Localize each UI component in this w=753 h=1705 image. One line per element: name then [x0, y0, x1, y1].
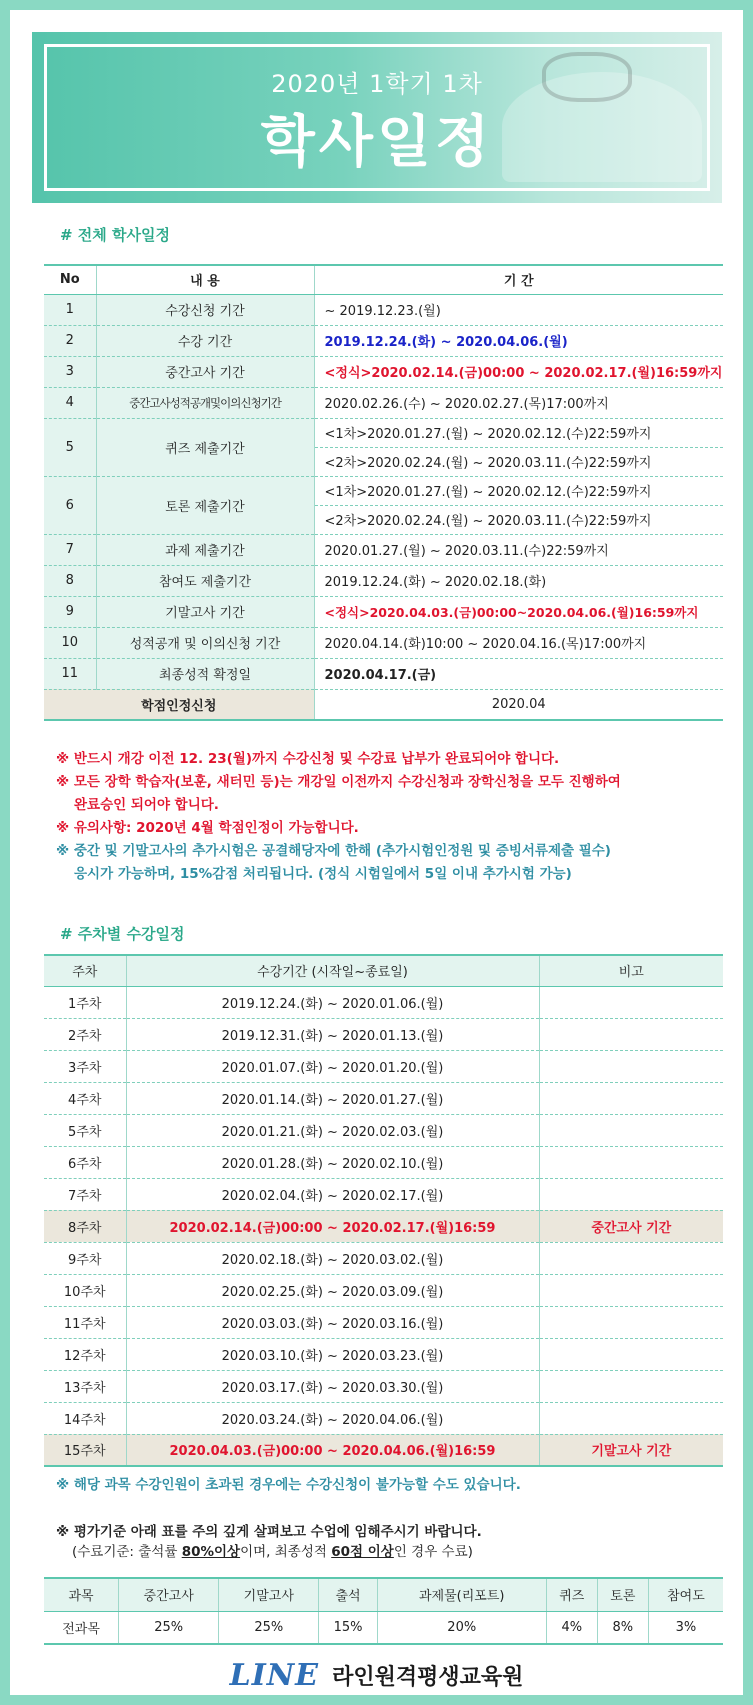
- line-logo: LINE: [229, 1658, 320, 1693]
- row-period: <정식>2020.02.14.(금)00:00 ~ 2020.02.17.(월)16:59까지: [314, 356, 723, 387]
- week-label: 6주차: [44, 1146, 126, 1178]
- week-remark: 기말고사 기간: [539, 1434, 723, 1466]
- table-row: [44, 1306, 723, 1338]
- week-range: 2020.03.03.(화) ~ 2020.03.16.(월): [126, 1306, 539, 1338]
- table-row: [44, 418, 723, 447]
- table-row: [44, 534, 723, 565]
- banner-subtitle: 2020년 1학기 1차: [271, 70, 483, 98]
- table-row: [44, 1146, 723, 1178]
- score-criteria: 60점 이상: [331, 1544, 394, 1560]
- notice-list: [56, 748, 736, 886]
- week-label: 8주차: [44, 1210, 126, 1242]
- header-week: 주차: [44, 955, 126, 986]
- row-item: 성적공개 및 이의신청 기간: [96, 627, 314, 658]
- week-label: 13주차: [44, 1370, 126, 1402]
- credit-value: 2020.04: [314, 689, 723, 720]
- notice-item: ※ 모든 장학 학습자(보훈, 새터민 등)는 개강일 이전까지 수강신청과 장학신청을 모두 진행하여: [56, 774, 621, 790]
- week-remark: [539, 986, 723, 1018]
- banner-title: 학사일정: [260, 110, 494, 175]
- table-row: [44, 986, 723, 1018]
- week-label: 1주차: [44, 986, 126, 1018]
- page-sheet: [10, 10, 743, 1695]
- grade-header: 토론: [597, 1578, 648, 1611]
- criteria-text: 인 경우 수료): [393, 1544, 473, 1560]
- week-remark: [539, 1242, 723, 1274]
- week-remark: [539, 1306, 723, 1338]
- header-no: No: [44, 265, 96, 294]
- row-period: <2차>2020.02.24.(월) ~ 2020.03.11.(수)22:59까지: [314, 505, 723, 534]
- table-row: [44, 356, 723, 387]
- row-period: 2019.12.24.(화) ~ 2020.04.06.(월): [314, 325, 723, 356]
- table-row: [44, 1434, 723, 1466]
- table-row: [44, 565, 723, 596]
- attendance-criteria: 80%이상: [181, 1544, 241, 1560]
- row-no: 2: [44, 325, 96, 356]
- table-row: [44, 1018, 723, 1050]
- grade-value: 8%: [597, 1611, 648, 1644]
- week-range: 2020.04.03.(금)00:00 ~ 2020.04.06.(월)16:59: [126, 1434, 539, 1466]
- grade-header: 중간고사: [119, 1578, 219, 1611]
- table-header-row: [44, 1578, 723, 1611]
- row-period: 2020.04.17.(금): [314, 658, 723, 689]
- capacity-notice: ※ 해당 과목 수강인원이 초과된 경우에는 수강신청이 불가능할 수도 있습니다.: [56, 1477, 521, 1493]
- week-label: 3주차: [44, 1050, 126, 1082]
- week-range: 2020.03.17.(화) ~ 2020.03.30.(월): [126, 1370, 539, 1402]
- table-row: [44, 689, 723, 720]
- table-row: [44, 1338, 723, 1370]
- week-range: 2019.12.31.(화) ~ 2020.01.13.(월): [126, 1018, 539, 1050]
- row-item: 중간고사 기간: [96, 356, 314, 387]
- row-period: 2020.01.27.(월) ~ 2020.03.11.(수)22:59까지: [314, 534, 723, 565]
- table-header-row: [44, 265, 723, 294]
- header-period: 기 간: [314, 265, 723, 294]
- table-row: [44, 294, 723, 325]
- table-row: [44, 1050, 723, 1082]
- notice-item: 완료승인 되어야 합니다.: [74, 797, 219, 813]
- grade-value: 25%: [119, 1611, 219, 1644]
- notice-item: ※ 반드시 개강 이전 12. 23(월)까지 수강신청 및 수강료 납부가 완료되어야 합니다.: [56, 751, 560, 767]
- table-row: [44, 596, 723, 627]
- week-label: 10주차: [44, 1274, 126, 1306]
- row-item: 토론 제출기간: [96, 476, 314, 534]
- week-label: 7주차: [44, 1178, 126, 1210]
- week-remark: [539, 1050, 723, 1082]
- week-remark: [539, 1178, 723, 1210]
- section-title-overall: # 전체 학사일정: [60, 226, 170, 244]
- table-row: [44, 325, 723, 356]
- row-no: 7: [44, 534, 96, 565]
- row-no: 9: [44, 596, 96, 627]
- weekly-schedule-table: [44, 954, 723, 1467]
- grade-header: 참여도: [648, 1578, 723, 1611]
- row-no: 3: [44, 356, 96, 387]
- table-header-row: [44, 955, 723, 986]
- row-item: 수강 기간: [96, 325, 314, 356]
- row-item: 참여도 제출기간: [96, 565, 314, 596]
- org-name: 라인원격평생교육원: [332, 1665, 524, 1690]
- week-remark: 중간고사 기간: [539, 1210, 723, 1242]
- criteria-text: 이며, 최종성적: [240, 1544, 332, 1560]
- grade-value: 3%: [648, 1611, 723, 1644]
- grading-table: [44, 1577, 723, 1645]
- criteria-text: (수료기준: 출석률: [72, 1544, 182, 1560]
- notice-item: 응시가 가능하며, 15%감점 처리됩니다. (정식 시험일에서 5일 이내 추가시험 가능): [74, 866, 572, 882]
- week-label: 2주차: [44, 1018, 126, 1050]
- table-row: [44, 1611, 723, 1644]
- row-period: 2019.12.24.(화) ~ 2020.02.18.(화): [314, 565, 723, 596]
- row-item: 중간고사성적공개및이의신청기간: [96, 387, 314, 418]
- row-period: 2020.04.14.(화)10:00 ~ 2020.04.16.(목)17:00까지: [314, 627, 723, 658]
- header-item: 내 용: [96, 265, 314, 294]
- grade-header: 과목: [44, 1578, 119, 1611]
- week-remark: [539, 1274, 723, 1306]
- week-label: 14주차: [44, 1402, 126, 1434]
- week-range: 2020.01.14.(화) ~ 2020.01.27.(월): [126, 1082, 539, 1114]
- table-row: [44, 1402, 723, 1434]
- grade-value: 전과목: [62, 1621, 100, 1637]
- row-no: 11: [44, 658, 96, 689]
- row-item: 기말고사 기간: [96, 596, 314, 627]
- credit-label: 학점인정신청: [44, 689, 314, 720]
- grade-value: 4%: [546, 1611, 597, 1644]
- row-no: 5: [44, 418, 96, 476]
- row-item: 과제 제출기간: [96, 534, 314, 565]
- week-remark: [539, 1338, 723, 1370]
- row-period: ~ 2019.12.23.(월): [314, 294, 723, 325]
- week-range: 2020.02.04.(화) ~ 2020.02.17.(월): [126, 1178, 539, 1210]
- row-period: <2차>2020.02.24.(월) ~ 2020.03.11.(수)22:59까지: [314, 447, 723, 476]
- week-remark: [539, 1370, 723, 1402]
- week-range: 2020.01.28.(화) ~ 2020.02.10.(월): [126, 1146, 539, 1178]
- row-item: 퀴즈 제출기간: [96, 418, 314, 476]
- row-period: <1차>2020.01.27.(월) ~ 2020.02.12.(수)22:59까지: [314, 418, 723, 447]
- grade-value: 25%: [219, 1611, 319, 1644]
- week-range: 2020.01.07.(화) ~ 2020.01.20.(월): [126, 1050, 539, 1082]
- table-row: [44, 658, 723, 689]
- header-remark: 비고: [539, 955, 723, 986]
- table-row: [44, 1210, 723, 1242]
- row-no: 1: [44, 294, 96, 325]
- week-range: 2020.02.14.(금)00:00 ~ 2020.02.17.(월)16:59: [126, 1210, 539, 1242]
- row-period: <1차>2020.01.27.(월) ~ 2020.02.12.(수)22:59까지: [314, 476, 723, 505]
- table-row: [44, 476, 723, 505]
- evaluation-heading: ※ 평가기준 아래 표를 주의 깊게 살펴보고 수업에 임해주시기 바랍니다.: [56, 1524, 482, 1540]
- week-label: 9주차: [44, 1242, 126, 1274]
- header-range: 수강기간 (시작일~종료일): [126, 955, 539, 986]
- grade-header: 과제물(리포트): [377, 1578, 546, 1611]
- week-label: 12주차: [44, 1338, 126, 1370]
- table-row: [44, 387, 723, 418]
- week-remark: [539, 1018, 723, 1050]
- grade-value: 15%: [319, 1611, 377, 1644]
- notice-item: ※ 중간 및 기말고사의 추가시험은 공결해당자에 한해 (추가시험인정원 및 증빙서류제출 필수): [56, 843, 611, 859]
- week-range: 2020.02.18.(화) ~ 2020.03.02.(월): [126, 1242, 539, 1274]
- week-label: 15주차: [44, 1434, 126, 1466]
- week-label: 11주차: [44, 1306, 126, 1338]
- week-range: 2020.01.21.(화) ~ 2020.02.03.(월): [126, 1114, 539, 1146]
- row-item: 수강신청 기간: [96, 294, 314, 325]
- section-title-weekly: # 주차별 수강일정: [60, 925, 185, 943]
- row-period: <정식>2020.04.03.(금)00:00~2020.04.06.(월)16:59까지: [314, 596, 723, 627]
- grade-header: 출석: [319, 1578, 377, 1611]
- week-label: 4주차: [44, 1082, 126, 1114]
- evaluation-criteria: [56, 1522, 482, 1562]
- row-no: 8: [44, 565, 96, 596]
- header-banner: [32, 32, 722, 203]
- row-no: 6: [44, 476, 96, 534]
- week-range: 2019.12.24.(화) ~ 2020.01.06.(월): [126, 986, 539, 1018]
- notice-item: ※ 유의사항: 2020년 4월 학점인정이 가능합니다.: [56, 820, 359, 836]
- row-item: 최종성적 확정일: [96, 658, 314, 689]
- row-period: 2020.02.26.(수) ~ 2020.02.27.(목)17:00까지: [314, 387, 723, 418]
- week-range: 2020.03.10.(화) ~ 2020.03.23.(월): [126, 1338, 539, 1370]
- week-remark: [539, 1402, 723, 1434]
- row-no: 10: [44, 627, 96, 658]
- week-remark: [539, 1082, 723, 1114]
- grade-header: 기말고사: [219, 1578, 319, 1611]
- table-row: [44, 1178, 723, 1210]
- table-row: [44, 1114, 723, 1146]
- table-row: [44, 1242, 723, 1274]
- week-remark: [539, 1146, 723, 1178]
- table-row: [44, 1274, 723, 1306]
- table-row: [44, 1082, 723, 1114]
- table-row: [44, 1370, 723, 1402]
- footer: [10, 1658, 743, 1693]
- overall-schedule-table: [44, 264, 723, 721]
- row-no: 4: [44, 387, 96, 418]
- table-row: [44, 627, 723, 658]
- week-range: 2020.03.24.(화) ~ 2020.04.06.(월): [126, 1402, 539, 1434]
- grade-value: 20%: [377, 1611, 546, 1644]
- week-label: 5주차: [44, 1114, 126, 1146]
- grade-header: 퀴즈: [546, 1578, 597, 1611]
- week-range: 2020.02.25.(화) ~ 2020.03.09.(월): [126, 1274, 539, 1306]
- completion-criteria: [56, 1542, 482, 1562]
- week-remark: [539, 1114, 723, 1146]
